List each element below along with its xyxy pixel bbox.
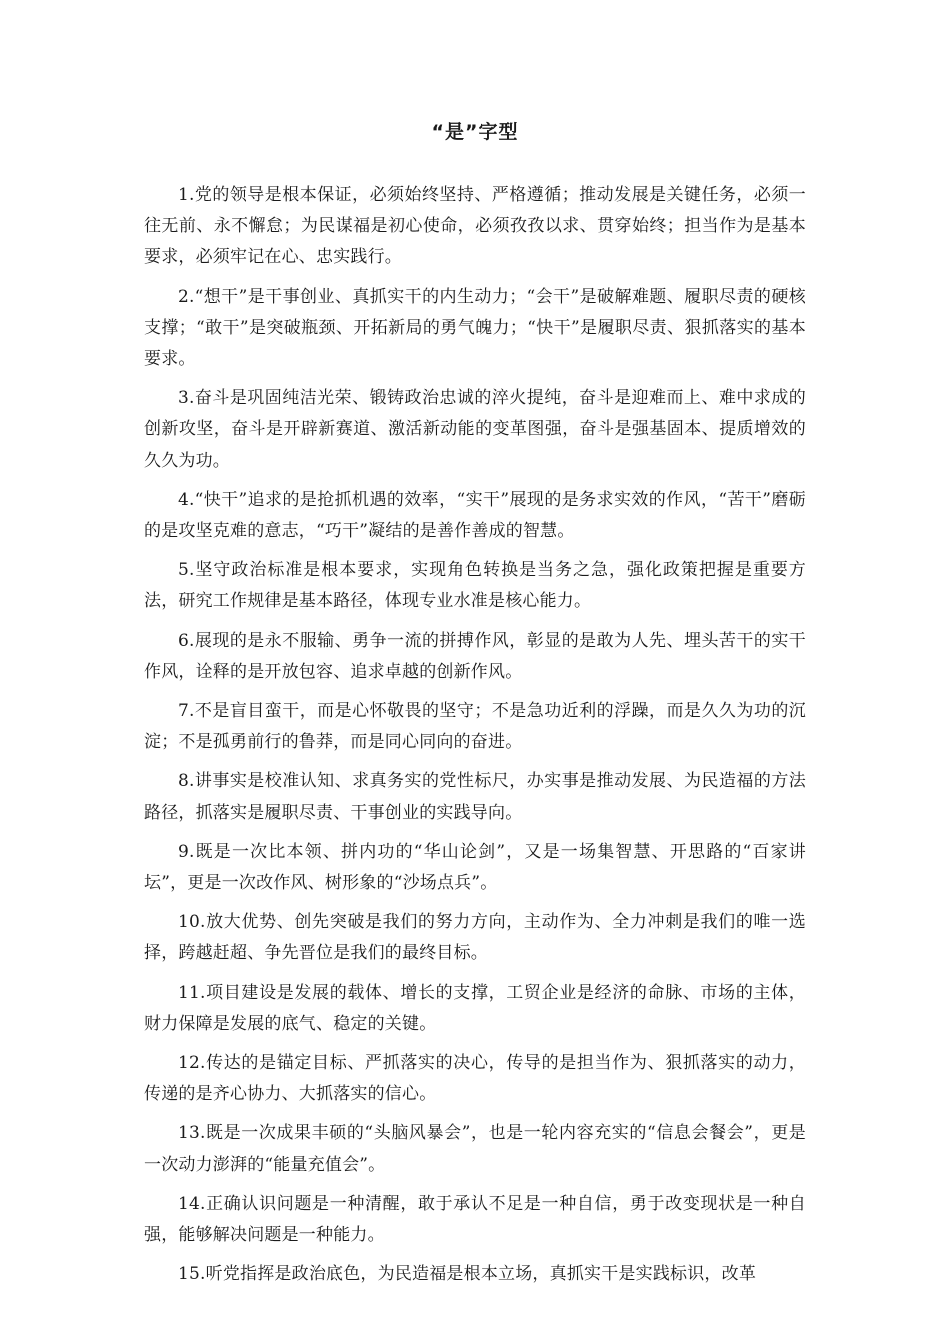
paragraph-3: 3.奋斗是巩固纯洁光荣、锻铸政治忠诚的淬火提纯，奋斗是迎难而上、难中求成的创新攻坚，奋斗是开辟新赛道、激活新动能的变革图强，奋斗是强基固本、提质增效的久久为功。 (144, 388, 806, 471)
paragraph-8: 8.讲事实是校准认知、求真务实的党性标尺，办实事是推动发展、为民造福的方法路径，抓落实是履职尽责、干事创业的实践导向。 (144, 771, 806, 823)
paragraph-14: 14.正确认识问题是一种清醒，敢于承认不足是一种自信，勇于改变现状是一种自强，能够解决问题是一种能力。 (144, 1193, 806, 1246)
paragraph-1: 1.党的领导是根本保证，必须始终坚持、严格遵循；推动发展是关键任务，必须一往无前、永不懈怠；为民谋福是初心使命，必须孜孜以求、贯穿始终；担当作为是基本要求，必须牢记在心、忠实践行。 (144, 185, 806, 268)
paragraph-5: 5.坚守政治标准是根本要求，实现角色转换是当务之急，强化政策把握是重要方法，研究工作规律是基本路径，体现专业水准是核心能力。 (144, 560, 806, 612)
paragraph-13: 13.既是一次成果丰硕的“头脑风暴会”，也是一轮内容充实的“信息会餐会”，更是一次动力澎湃的“能量充值会”。 (144, 1123, 806, 1175)
paragraph-10: 10.放大优势、创先突破是我们的努力方向，主动作为、全力冲刺是我们的唯一选择，跨越赶超、争先晋位是我们的最终目标。 (144, 912, 806, 964)
paragraph-15: 15.听党指挥是政治底色，为民造福是根本立场，真抓实干是实践标识，改革 (178, 1264, 757, 1285)
paragraph-2: 2.“想干”是干事创业、真抓实干的内生动力；“会干”是破解难题、履职尽责的硬核支撑；“敢干”是突破瓶颈、开拓新局的勇气魄力；“快干”是履职尽责、狠抓落实的基本要求。 (144, 286, 806, 370)
paragraph-12: 12.传达的是锚定目标、严抓落实的决心，传导的是担当作为、狠抓落实的动力，传递的是齐心协力、大抓落实的信心。 (144, 1053, 806, 1105)
document-title: “是”字型 (431, 121, 519, 143)
paragraph-6: 6.展现的是永不服输、勇争一流的拼搏作风，彰显的是敢为人先、埋头苦干的实干作风，诠释的是开放包容、追求卓越的创新作风。 (144, 630, 806, 682)
paragraph-11: 11.项目建设是发展的载体、增长的支撑，工贸企业是经济的命脉、市场的主体，财力保障是发展的底气、稳定的关键。 (144, 982, 806, 1034)
paragraph-9: 9.既是一次比本领、拼内功的“华山论剑”，又是一场集智慧、开思路的“百家讲坛”，更是一次改作风、树形象的“沙场点兵”。 (144, 841, 806, 894)
document-body (144, 180, 806, 1299)
paragraph-4: 4.“快干”追求的是抢抓机遇的效率，“实干”展现的是务求实效的作风，“苦干”磨砺的是攻坚克难的意志，“巧干”凝结的是善作善成的智慧。 (144, 489, 806, 542)
paragraph-7: 7.不是盲目蛮干，而是心怀敬畏的坚守；不是急功近利的浮躁，而是久久为功的沉淀；不是孤勇前行的鲁莽，而是同心同向的奋进。 (144, 701, 806, 753)
